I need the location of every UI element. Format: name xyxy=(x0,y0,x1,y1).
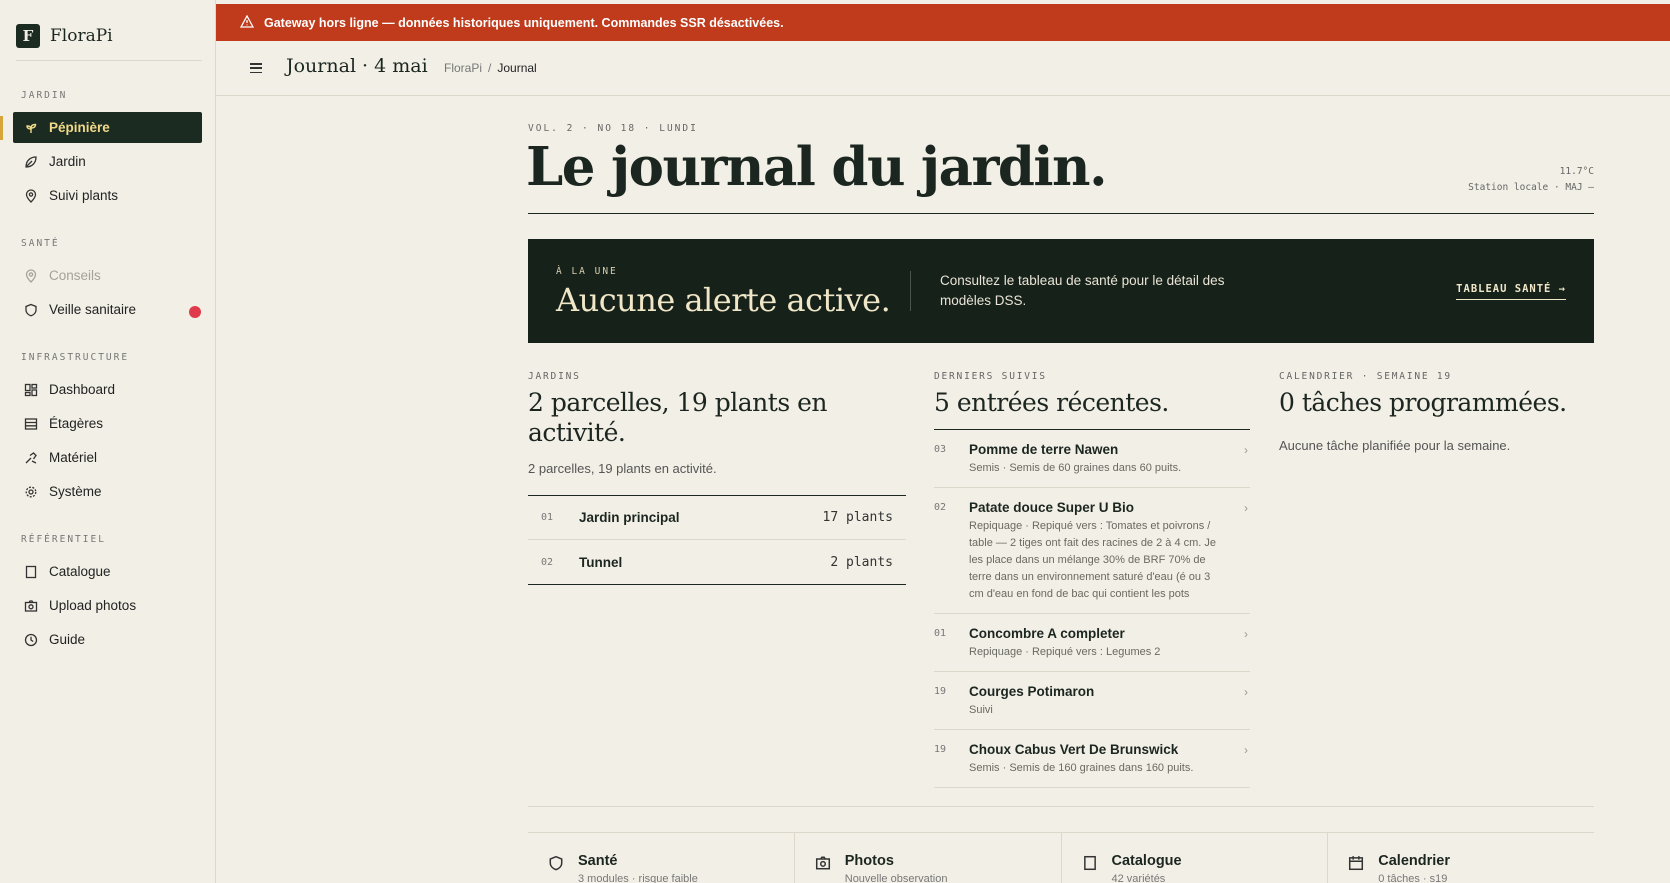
sidebar-item-label: Pépinière xyxy=(49,120,110,135)
hero-text: Consultez le tableau de santé pour le détail des modèles DSS. xyxy=(940,273,1225,308)
map-pin-icon xyxy=(23,268,39,284)
row-number: 02 xyxy=(541,556,554,568)
breadcrumb-item-journal: Journal xyxy=(497,61,537,75)
chevron-right-icon: › xyxy=(1244,685,1248,699)
weather-temp: 11.7°C xyxy=(1559,166,1594,177)
breadcrumb xyxy=(444,61,537,75)
chevron-right-icon: › xyxy=(1244,443,1248,457)
entry-description: Semis · Semis de 160 graines dans 160 puits. xyxy=(969,762,1194,774)
brand-name: FloraPi xyxy=(50,26,113,46)
garden-name: Tunnel xyxy=(579,554,623,570)
card-subtitle: Nouvelle observation xyxy=(844,873,948,883)
plant-count: 17 plants xyxy=(822,510,893,525)
divider xyxy=(528,806,1594,807)
topbar xyxy=(216,41,1670,96)
camera-icon xyxy=(815,855,833,873)
sidebar-item-upload-photos[interactable] xyxy=(13,590,202,621)
gardens-subtitle: 2 parcelles, 19 plants en activité. xyxy=(528,461,717,476)
chevron-right-icon: › xyxy=(1244,743,1248,757)
hero-alert-panel xyxy=(528,239,1594,343)
table-row[interactable] xyxy=(528,540,906,584)
tools-icon xyxy=(23,450,39,466)
calendar-title: 0 tâches programmées. xyxy=(1279,388,1567,417)
sidebar-item-etageres[interactable] xyxy=(13,408,202,439)
entry-number: 19 xyxy=(934,744,947,755)
row-number: 01 xyxy=(541,512,554,523)
sidebar-item-dashboard[interactable] xyxy=(13,374,202,405)
alert-badge-dot xyxy=(189,306,201,318)
list-item[interactable] xyxy=(934,614,1250,672)
recent-kicker: DERNIERS SUIVIS xyxy=(934,371,1047,382)
warning-icon xyxy=(240,15,254,31)
camera-icon xyxy=(23,598,39,614)
gardens-title: 2 parcelles, 19 plants en activité. xyxy=(528,388,827,447)
gardens-table xyxy=(528,495,906,585)
brand-logo: F xyxy=(16,24,40,48)
chevron-right-icon: › xyxy=(1244,501,1248,515)
dashboard-icon xyxy=(23,382,39,398)
plant-count: 2 plants xyxy=(830,554,893,570)
card-title: Photos xyxy=(844,853,894,869)
sidebar-item-jardin[interactable] xyxy=(13,146,202,177)
card-sante[interactable] xyxy=(528,833,795,883)
shield-icon xyxy=(548,855,566,873)
sidebar-item-systeme[interactable] xyxy=(13,476,202,507)
entry-description: Repiquage · Repiqué vers : Legumes 2 xyxy=(969,646,1161,658)
gateway-offline-banner xyxy=(216,4,1670,41)
divider xyxy=(16,60,202,61)
sidebar-item-label: Système xyxy=(49,484,102,499)
recent-entries-list xyxy=(934,429,1250,788)
entry-title: Courges Potimaron xyxy=(969,684,1095,699)
entry-number: 03 xyxy=(934,444,947,455)
health-dashboard-link[interactable]: TABLEAU SANTÉ → xyxy=(1456,283,1566,300)
weather-station: Station locale · MAJ — xyxy=(1468,182,1594,193)
weather-readout xyxy=(1468,164,1594,196)
sidebar-item-label: Veille sanitaire xyxy=(49,302,137,317)
leaf-icon xyxy=(23,154,39,170)
nav-section-sante: SANTÉ xyxy=(21,238,60,249)
brand[interactable] xyxy=(16,24,113,48)
sidebar-item-label: Conseils xyxy=(49,268,101,283)
garden-name: Jardin principal xyxy=(579,510,680,525)
card-title: Santé xyxy=(578,853,618,869)
recent-title: 5 entrées récentes. xyxy=(934,388,1169,417)
card-subtitle: 3 modules · risque faible xyxy=(578,873,698,883)
card-subtitle: 42 variétés xyxy=(1111,873,1166,883)
active-marker xyxy=(0,116,3,140)
hero-title: Aucune alerte active. xyxy=(556,281,891,319)
breadcrumb-separator: / xyxy=(488,61,492,75)
sidebar xyxy=(0,0,216,883)
sidebar-item-label: Matériel xyxy=(49,450,98,465)
quick-links xyxy=(528,832,1594,883)
divider xyxy=(528,213,1594,214)
entry-title: Pomme de terre Nawen xyxy=(969,442,1119,457)
list-item[interactable] xyxy=(934,430,1250,488)
menu-icon[interactable] xyxy=(248,61,264,75)
sidebar-item-materiel[interactable] xyxy=(13,442,202,473)
table-row[interactable] xyxy=(528,496,906,540)
issue-kicker: VOL. 2 · NO 18 · LUNDI xyxy=(528,123,698,134)
sidebar-item-label: Suivi plants xyxy=(49,188,119,203)
list-item[interactable] xyxy=(934,672,1250,730)
sidebar-item-guide[interactable] xyxy=(13,624,202,655)
entry-number: 19 xyxy=(934,686,947,697)
journal-headline: Le journal du jardin. xyxy=(526,136,1107,198)
entry-number: 02 xyxy=(934,502,947,513)
breadcrumb-item-florapi[interactable]: FloraPi xyxy=(444,61,483,75)
sidebar-item-veille-sanitaire[interactable] xyxy=(13,294,202,325)
entry-title: Choux Cabus Vert De Brunswick xyxy=(969,742,1179,757)
sidebar-item-label: Dashboard xyxy=(49,382,116,397)
entry-title: Patate douce Super U Bio xyxy=(969,500,1135,515)
card-calendrier[interactable] xyxy=(1328,833,1594,883)
chevron-right-icon: › xyxy=(1244,627,1248,641)
shield-icon xyxy=(23,302,39,318)
entry-number: 01 xyxy=(934,628,947,639)
page-title: Journal · 4 mai xyxy=(286,55,428,77)
entry-title: Concombre A completer xyxy=(969,626,1125,641)
nav-section-infrastructure: INFRASTRUCTURE xyxy=(21,352,130,363)
gear-icon xyxy=(23,484,39,500)
book-icon xyxy=(1082,855,1100,873)
sidebar-item-conseils[interactable] xyxy=(13,260,202,291)
sidebar-item-suivi-plants[interactable] xyxy=(13,180,202,211)
nav-section-referentiel: RÉFÉRENTIEL xyxy=(21,534,106,545)
sidebar-item-label: Jardin xyxy=(49,154,86,169)
hero-kicker: À LA UNE xyxy=(556,266,618,277)
book-icon xyxy=(23,564,39,580)
gardens-kicker: JARDINS xyxy=(528,371,581,382)
shelves-icon xyxy=(23,416,39,432)
card-photos[interactable] xyxy=(795,833,1062,883)
nav-section-jardin: JARDIN xyxy=(21,90,68,101)
sidebar-item-label: Upload photos xyxy=(49,598,137,613)
entry-description: Repiquage · Repiqué vers : Tomates et poivrons / table — 2 tiges ont fait des racines de 2 à 4 cm. Je les place dans un mélange 30% de BRF 70% de terre dans un environnement saturé d'eau (é ou 3 cm d'eau en fond de bac qui contient les pots xyxy=(969,520,1217,600)
banner-text: Gateway hors ligne — données historiques uniquement. Commandes SSR désactivées. xyxy=(264,15,784,30)
sidebar-item-label: Étagères xyxy=(49,416,104,431)
sidebar-item-catalogue[interactable] xyxy=(13,556,202,587)
map-pin-icon xyxy=(23,188,39,204)
calendar-subtitle: Aucune tâche planifiée pour la semaine. xyxy=(1279,438,1511,453)
card-title: Catalogue xyxy=(1111,853,1182,869)
sidebar-item-label: Catalogue xyxy=(49,564,111,579)
sprout-icon xyxy=(23,120,39,136)
list-item[interactable] xyxy=(934,730,1250,788)
card-subtitle: 0 tâches · s19 xyxy=(1378,873,1448,883)
list-item[interactable] xyxy=(934,488,1250,614)
calendar-kicker: CALENDRIER · SEMAINE 19 xyxy=(1279,371,1452,382)
entry-description: Suivi xyxy=(969,704,993,716)
calendar-icon xyxy=(1348,855,1366,873)
divider xyxy=(910,271,911,311)
card-catalogue[interactable] xyxy=(1062,833,1329,883)
sidebar-item-label: Guide xyxy=(49,632,86,647)
clock-icon xyxy=(23,632,39,648)
card-title: Calendrier xyxy=(1378,853,1450,869)
entry-description: Semis · Semis de 60 graines dans 60 puits. xyxy=(969,462,1182,474)
sidebar-item-pepiniere[interactable] xyxy=(13,112,202,143)
